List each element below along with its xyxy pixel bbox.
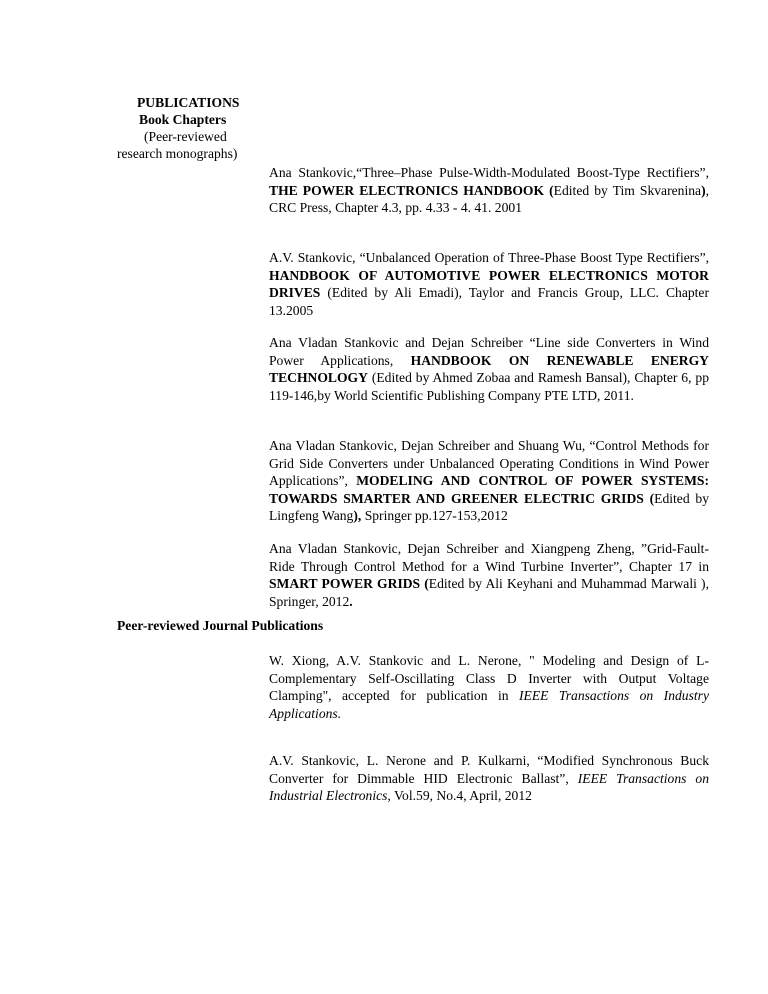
book-title: MODELING AND CONTROL OF POWER SYSTEMS: TOWARDS SMARTER AND GREENER ELECTRIC GRIDS ( [269, 473, 709, 506]
book-chapters-heading: Book Chapters [139, 112, 227, 127]
journal-venue: IEEE Transactions on Industrial Electronics, [269, 770, 709, 804]
book-chapter-entry: Ana Vladan Stankovic and Dejan Schreiber “Line side Converters in Wind Power Applications, HANDBOOK ON RENEWABLE ENERGY TECHNOLOGY (Edited by Ahmed Zobaa and Ramesh Bansal), Chapter 6, pp 119-146,by World Scientific Publishing Company PTE LTD, 2011. [269, 335, 709, 403]
journal-entry: A.V. Stankovic, L. Nerone and P. Kulkarni, “Modified Synchronous Buck Converter for Dimmable HID Electronic Ballast”, IEEE Transactions on Industrial Electronics, Vol.59, No.4, April, 2012 [269, 753, 709, 804]
book-title: HANDBOOK ON RENEWABLE ENERGY TECHNOLOGY [269, 352, 709, 386]
peer-reviewed-note: (Peer-reviewed [144, 129, 227, 144]
book-title: THE POWER ELECTRONICS HANDBOOK [269, 182, 545, 198]
publications-heading: PUBLICATIONS [137, 95, 240, 110]
book-chapter-entry: Ana Stankovic,“Three–Phase Pulse-Width-Modulated Boost-Type Rectifiers”, THE POWER ELECTRONICS HANDBOOK (Edited by Tim Skvarenina), CRC Press, Chapter 4.3, pp. 4.33 - 4. 41. 2001 [269, 165, 709, 216]
book-chapter-entry: Ana Vladan Stankovic, Dejan Schreiber and Shuang Wu, “Control Methods for Grid Side Converters under Unbalanced Operating Conditions in Wind Power Applications”, MODELING AND CONTROL OF POWER SYSTEMS: TOWARDS SMARTER AND GREENER ELECTRIC GRIDS (Edited by Lingfeng Wang), Springer pp.127-153,2012 [269, 438, 709, 524]
journal-venue: IEEE Transactions on Industry Applications. [269, 688, 709, 721]
journal-entry: W. Xiong, A.V. Stankovic and L. Nerone, " Modeling and Design of L-Complementary Self-Oscillating Class D Inverter with Output Voltage Clamping", accepted for publication in IEEE Transactions on Industry Applications. [269, 653, 709, 721]
book-title: HANDBOOK OF AUTOMOTIVE POWER ELECTRONICS MOTOR DRIVES [269, 267, 709, 301]
book-chapter-entry: Ana Vladan Stankovic, Dejan Schreiber and Xiangpeng Zheng, ”Grid-Fault-Ride Through Control Method for a Wind Turbine Inverter”, Chapter 17 in SMART POWER GRIDS (Edited by Ali Keyhani and Muhammad Marwali ), Springer, 2012. [269, 541, 709, 609]
book-title: SMART POWER GRIDS ( [269, 576, 429, 592]
book-chapter-entry: A.V. Stankovic, “Unbalanced Operation of Three-Phase Boost Type Rectifiers”, HANDBOOK OF AUTOMOTIVE POWER ELECTRONICS MOTOR DRIVES (Edited by Ali Emadi), Taylor and Francis Group, LLC. Chapter 13.2005 [269, 250, 709, 318]
journal-publications-heading: Peer-reviewed Journal Publications [117, 618, 324, 633]
research-monographs-note: research monographs) [117, 146, 238, 161]
